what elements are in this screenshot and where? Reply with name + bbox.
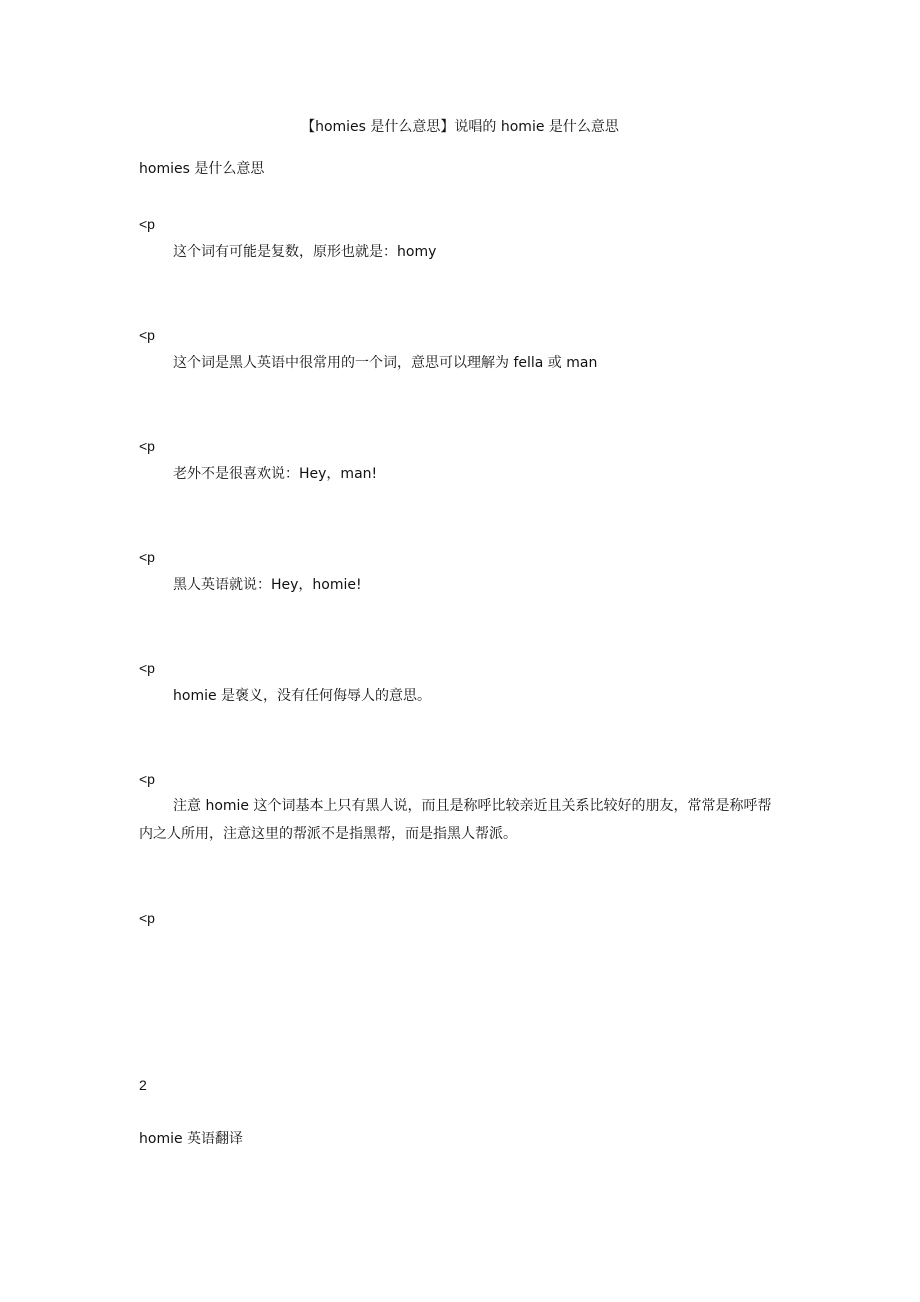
section-heading-translation: homie 英语翻译 xyxy=(139,1131,244,1147)
paragraph-2: 这个词是黑人英语中很常用的一个词，意思可以理解为 fella 或 man xyxy=(173,355,598,371)
paragraph-marker: <p xyxy=(139,660,155,676)
paragraph-marker: <p xyxy=(139,438,155,454)
paragraph-1: 这个词有可能是复数，原形也就是：homy xyxy=(173,244,437,260)
paragraph-marker: <p xyxy=(139,216,155,232)
paragraph-6: 注意 homie 这个词基本上只有黑人说，而且是称呼比较亲近且关系比较好的朋友，常常是称呼帮内之人所用，注意这里的帮派不是指黑帮，而是指黑人帮派。 xyxy=(139,798,772,842)
section-number: 2 xyxy=(139,1077,147,1093)
paragraph-5: homie 是褒义，没有任何侮辱人的意思。 xyxy=(173,688,432,704)
paragraph-4: 黑人英语就说：Hey，homie! xyxy=(173,577,362,593)
document-title: 【homies 是什么意思】说唱的 homie 是什么意思 xyxy=(301,119,619,135)
paragraph-marker: <p xyxy=(139,327,155,343)
paragraph-marker: <p xyxy=(139,549,155,565)
paragraph-marker: <p xyxy=(139,910,155,926)
section-heading-meaning: homies 是什么意思 xyxy=(139,161,265,177)
paragraph-3: 老外不是很喜欢说：Hey，man! xyxy=(173,466,378,482)
paragraph-marker: <p xyxy=(139,771,155,787)
